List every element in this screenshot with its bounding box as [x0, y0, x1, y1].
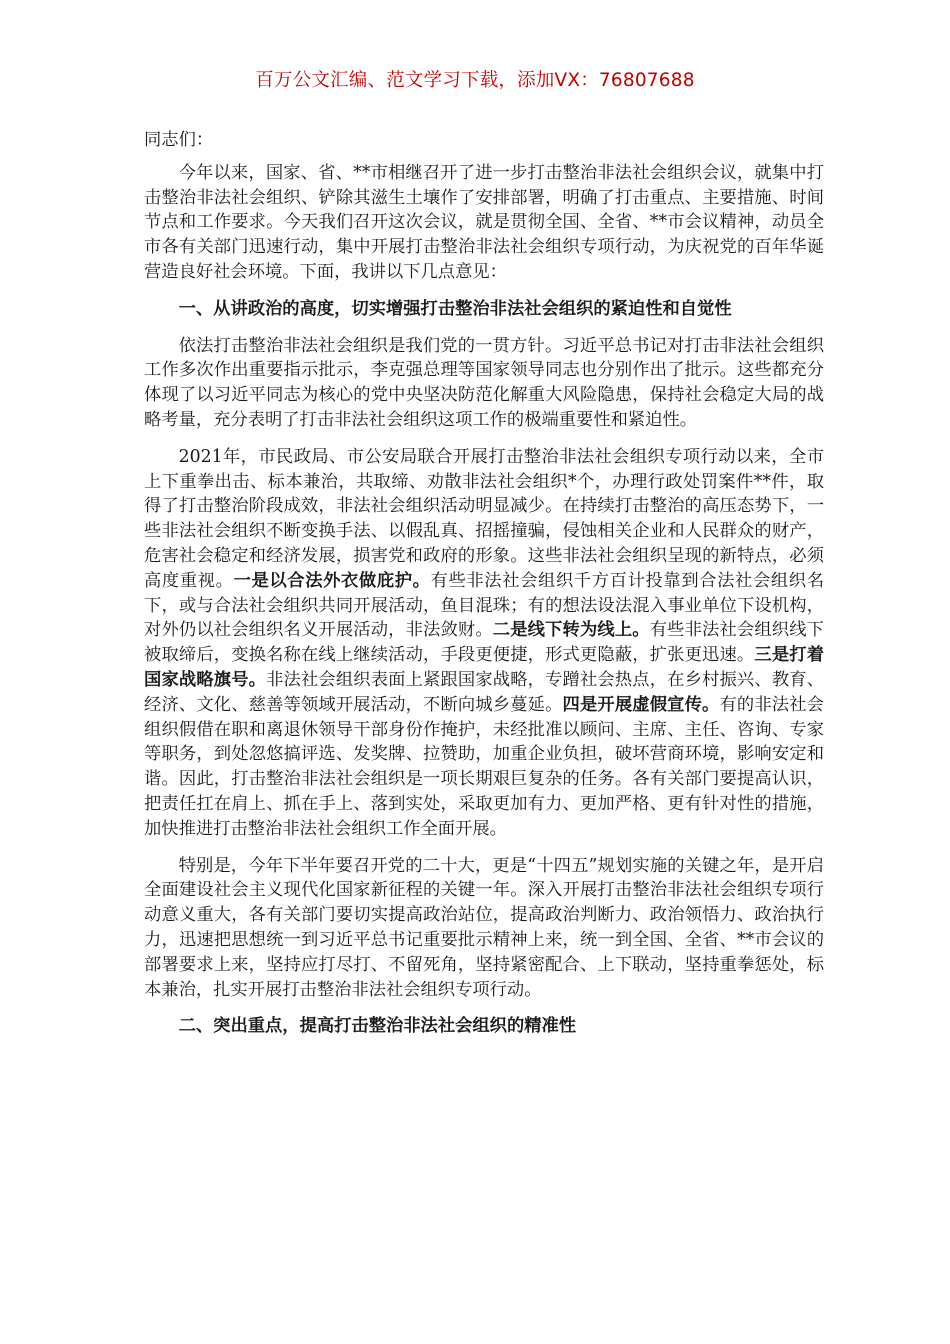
- bold-point-1: 一是以合法外衣做庇护。: [233, 570, 431, 591]
- text-run: 有些非法社会组织线下被取缔后，变换名称在线上继续活动，手段更便捷，形式更隐蔽，扩张更迅速。: [144, 620, 824, 666]
- text-run: 2021年，市民政局、市公安局联合开展打击整治非法社会组织专项行动以来，全市上下重拳出击、标本兼治，共取缔、劝散非法社会组织*个，办理行政处罚案件**件，取得了打击整治阶段成效，非法社会组织活动明显减少。在持续打击整治的高压态势下，一些非法社会组织不断变换手法、以假乱真、招摇撞骗，侵蚀相关企业和人民群众的财产，危害社会稳定和经济发展，损害党和政府的形象。这些非法社会组织呈现的新特点，必须高度重视。: [144, 446, 824, 591]
- document-body: [144, 128, 824, 1051]
- page-header-watermark: 百万公文汇编、范文学习下载，添加VX：76807688: [255, 70, 695, 91]
- paragraph-new-features: [144, 445, 824, 842]
- text-run: 有些非法社会组织千方百计投靠到合法社会组织名下，或与合法社会组织共同开展活动，鱼目混珠；有的想法设法混入事业单位下设机构，对外仍以社会组织名义开展活动，非法敛财。: [144, 570, 824, 641]
- bold-point-4: 四是开展虚假宣传。: [562, 694, 720, 715]
- paragraph-importance: 依法打击整治非法社会组织是我们党的一贯方针。习近平总书记对打击非法社会组织工作多次作出重要指示批示，李克强总理等国家领导同志也分别作出了批示。这些都充分体现了以习近平同志为核心的党中央坚决防范化解重大风险隐患，保持社会稳定大局的战略考量，充分表明了打击非法社会组织这项工作的极端重要性和紧迫性。: [144, 335, 824, 430]
- text-run: 有的非法社会组织假借在职和离退休领导干部身份作掩护，未经批准以顾问、主席、主任、咨询、专家等职务，到处忽悠搞评选、发奖牌、拉赞助，加重企业负担，破坏营商环境，影响安定和谐。因此，打击整治非法社会组织是一项长期艰巨复杂的任务。各有关部门要提高认识，把责任扛在肩上、抓在手上、落到实处，采取更加有力、更加严格、更有针对性的措施，加快推进打击整治非法社会组织工作全面开展。: [144, 694, 824, 839]
- paragraph-special: 特别是，今年下半年要召开党的二十大，更是“十四五”规划实施的关键之年，是开启全面建设社会主义现代化国家新征程的关键一年。深入开展打击整治非法社会组织专项行动意义重大，各有关部门要切实提高政治站位，提高政治判断力、政治领悟力、政治执行力，迅速把思想统一到习近平总书记重要批示精神上来，统一到全国、全省、**市会议的部署要求上来，坚持应打尽打、不留死角，坚持紧密配合、上下联动，坚持重拳惩处，标本兼治，扎实开展打击整治非法社会组织专项行动。: [144, 855, 824, 1000]
- section-heading-2: 二、突出重点，提高打击整治非法社会组织的精准性: [178, 1016, 577, 1037]
- salutation: 同志们：: [144, 130, 214, 150]
- paragraph-intro: 今年以来，国家、省、**市相继召开了进一步打击整治非法社会组织会议，就集中打击整治非法社会组织、铲除其滋生土壤作了安排部署，明确了打击重点、主要措施、时间节点和工作要求。今天我们召开这次会议，就是贯彻全国、全省、**市会议精神，动员全市各有关部门迅速行动，集中开展打击整治非法社会组织专项行动，为庆祝党的百年华诞营造良好社会环境。下面，我讲以下几点意见：: [144, 162, 824, 282]
- bold-point-2: 二是线下转为线上。: [492, 620, 650, 641]
- bold-point-3: 三是打着国家战略旗号。: [144, 645, 824, 690]
- section-heading-1: 一、从讲政治的高度，切实增强打击整治非法社会组织的紧迫性和自觉性: [178, 298, 732, 319]
- text-run: 非法社会组织表面上紧跟国家战略，专蹭社会热点，在乡村振兴、教育、经济、文化、慈善等领域开展活动，不断向城乡蔓延。: [144, 669, 824, 715]
